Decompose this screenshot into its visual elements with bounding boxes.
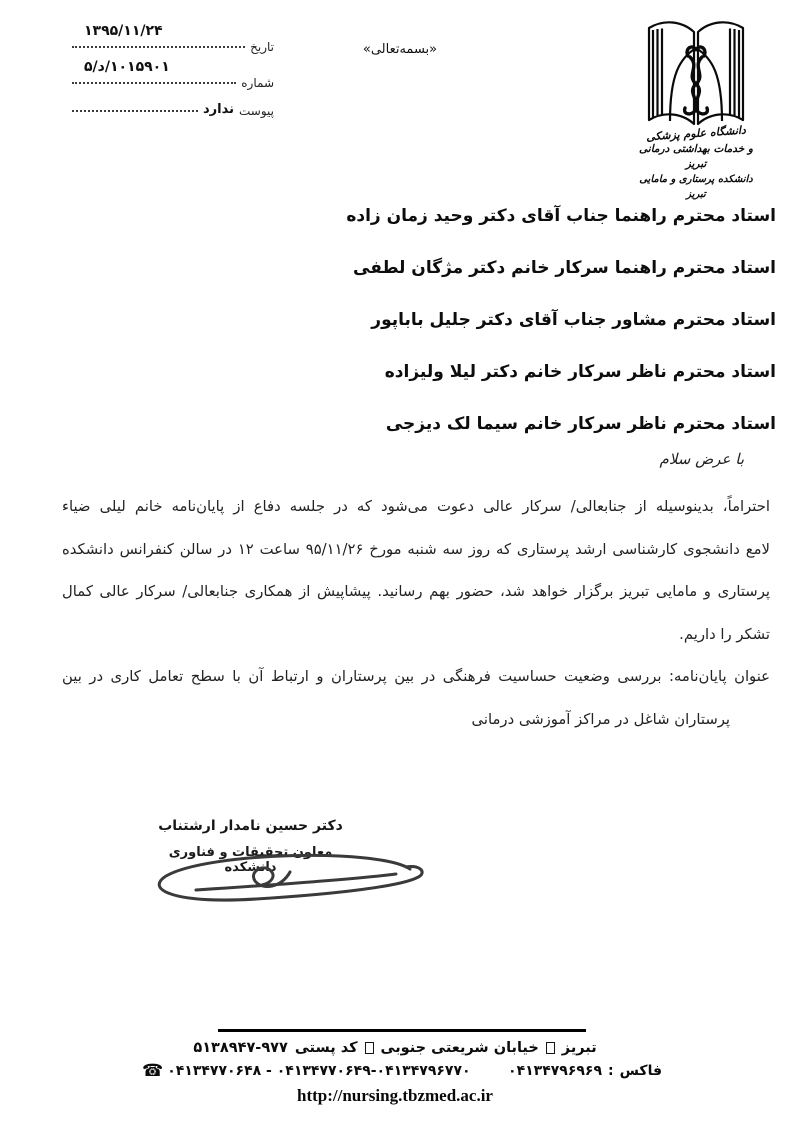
telephone-icon: ☎ [142, 1061, 164, 1081]
meta-number-row [72, 59, 274, 90]
fax-label: فاکس [619, 1063, 662, 1079]
meta-attachment-row [72, 98, 274, 119]
square-separator-icon [546, 1042, 555, 1054]
recipient-line: استاد محترم راهنما سرکار خانم دکتر مژگان لطفی [353, 258, 776, 278]
recipient-line: استاد محترم راهنما جناب آقای دکتر وحید زمان زاده [346, 206, 776, 226]
number-dotted-line [72, 82, 236, 84]
footer-postal-label: کد پستی [294, 1040, 358, 1056]
letter-body [62, 486, 770, 741]
besmele-text: «بسمه‌تعالی» [362, 42, 438, 57]
footer-city: تبریز [561, 1040, 597, 1056]
footer-postal-code: ۵۱۳۸۹۴۷-۹۷۷ [193, 1040, 288, 1056]
university-letterhead [628, 12, 764, 202]
recipient-line: استاد محترم ناظر سرکار خانم سیما لک دیزجی [385, 414, 776, 434]
recipient-line: استاد محترم مشاور جناب آقای دکتر جلیل باباپور [371, 310, 776, 330]
footer-phone-line [142, 1063, 662, 1079]
fax-colon: : [608, 1063, 614, 1079]
fax-number: ۰۴۱۳۴۷۹۶۹۶۹ [508, 1063, 603, 1079]
greeting-text: با عرض سلام [659, 450, 744, 468]
footer-address-line [0, 1040, 790, 1056]
date-label: تاریخ [250, 40, 274, 54]
footer-divider [218, 1029, 586, 1032]
body-line: پرستاران شاغل در مراکز آموزشی درمانی [471, 710, 730, 728]
phone-number-group [142, 1063, 471, 1079]
attachment-value: ندارد [202, 102, 234, 117]
body-line: احتراماً، بدینوسیله از جنابعالی/ سرکار عالی دعوت می‌شود که در جلسه دفاع از پایان‌نامه خانم لیلی ضیاء [62, 498, 770, 515]
attachment-dotted-line [72, 110, 198, 112]
number-label: شماره [241, 76, 274, 90]
signer-name: دکتر حسین نامدار ارشتناب [158, 818, 343, 834]
logo-org-line3: دانشکده پرستاری و مامایی تبریز [639, 174, 753, 200]
attachment-label: پیوست [239, 104, 274, 118]
body-line: پرستاری و مامایی تبریز برگزار خواهد شد، حضور بهم رسانید. پیشاپیش از همکاری جنابعالی/ سرکار عالی کمال [62, 583, 770, 600]
body-line: لامع دانشجوی کارشناسی ارشد پرستاری که روز سه شنبه مورخ ۹۵/۱۱/۲۶ ساعت ۱۲ در سالن کنفرانس دانشکده [62, 540, 770, 558]
body-line: عنوان پایان‌نامه: بررسی وضعیت حساسیت فرهنگی در بین پرستاران و ارتباط آن با سطح تعامل کاری در بین [62, 668, 770, 685]
logo-org-line1: دانشگاه علوم پزشکی [645, 123, 747, 144]
number-value: ۵/د/۱۰۱۵۹۰۱ [84, 59, 170, 75]
recipient-line: استاد محترم ناظر سرکار خانم دکتر لیلا ولیزاده [384, 362, 776, 382]
signature-scrawl [138, 836, 428, 914]
recipient-list [60, 203, 776, 463]
university-emblem-icon [640, 12, 752, 126]
logo-org-line2: و خدمات بهداشتی درمانی تبریز [639, 142, 753, 171]
phone-numbers: ۰۴۱۳۴۷۷۰۶۴۸ - ۰۴۱۳۴۷۷۰۶۴۹-۰۴۱۳۴۷۹۶۷۷۰ [167, 1063, 471, 1079]
body-line: تشکر را داریم. [679, 625, 770, 643]
date-value: ۱۳۹۵/۱۱/۲۴ [84, 23, 163, 39]
website-url: http://nursing.tbzmed.ac.ir [297, 1086, 493, 1105]
fax-group [508, 1063, 662, 1079]
square-separator-icon [365, 1042, 374, 1054]
signer-title: معاون تحقیقات و فناوری دانشکده [168, 845, 333, 875]
footer-street: خیابان شریعتی جنوبی [380, 1040, 539, 1056]
